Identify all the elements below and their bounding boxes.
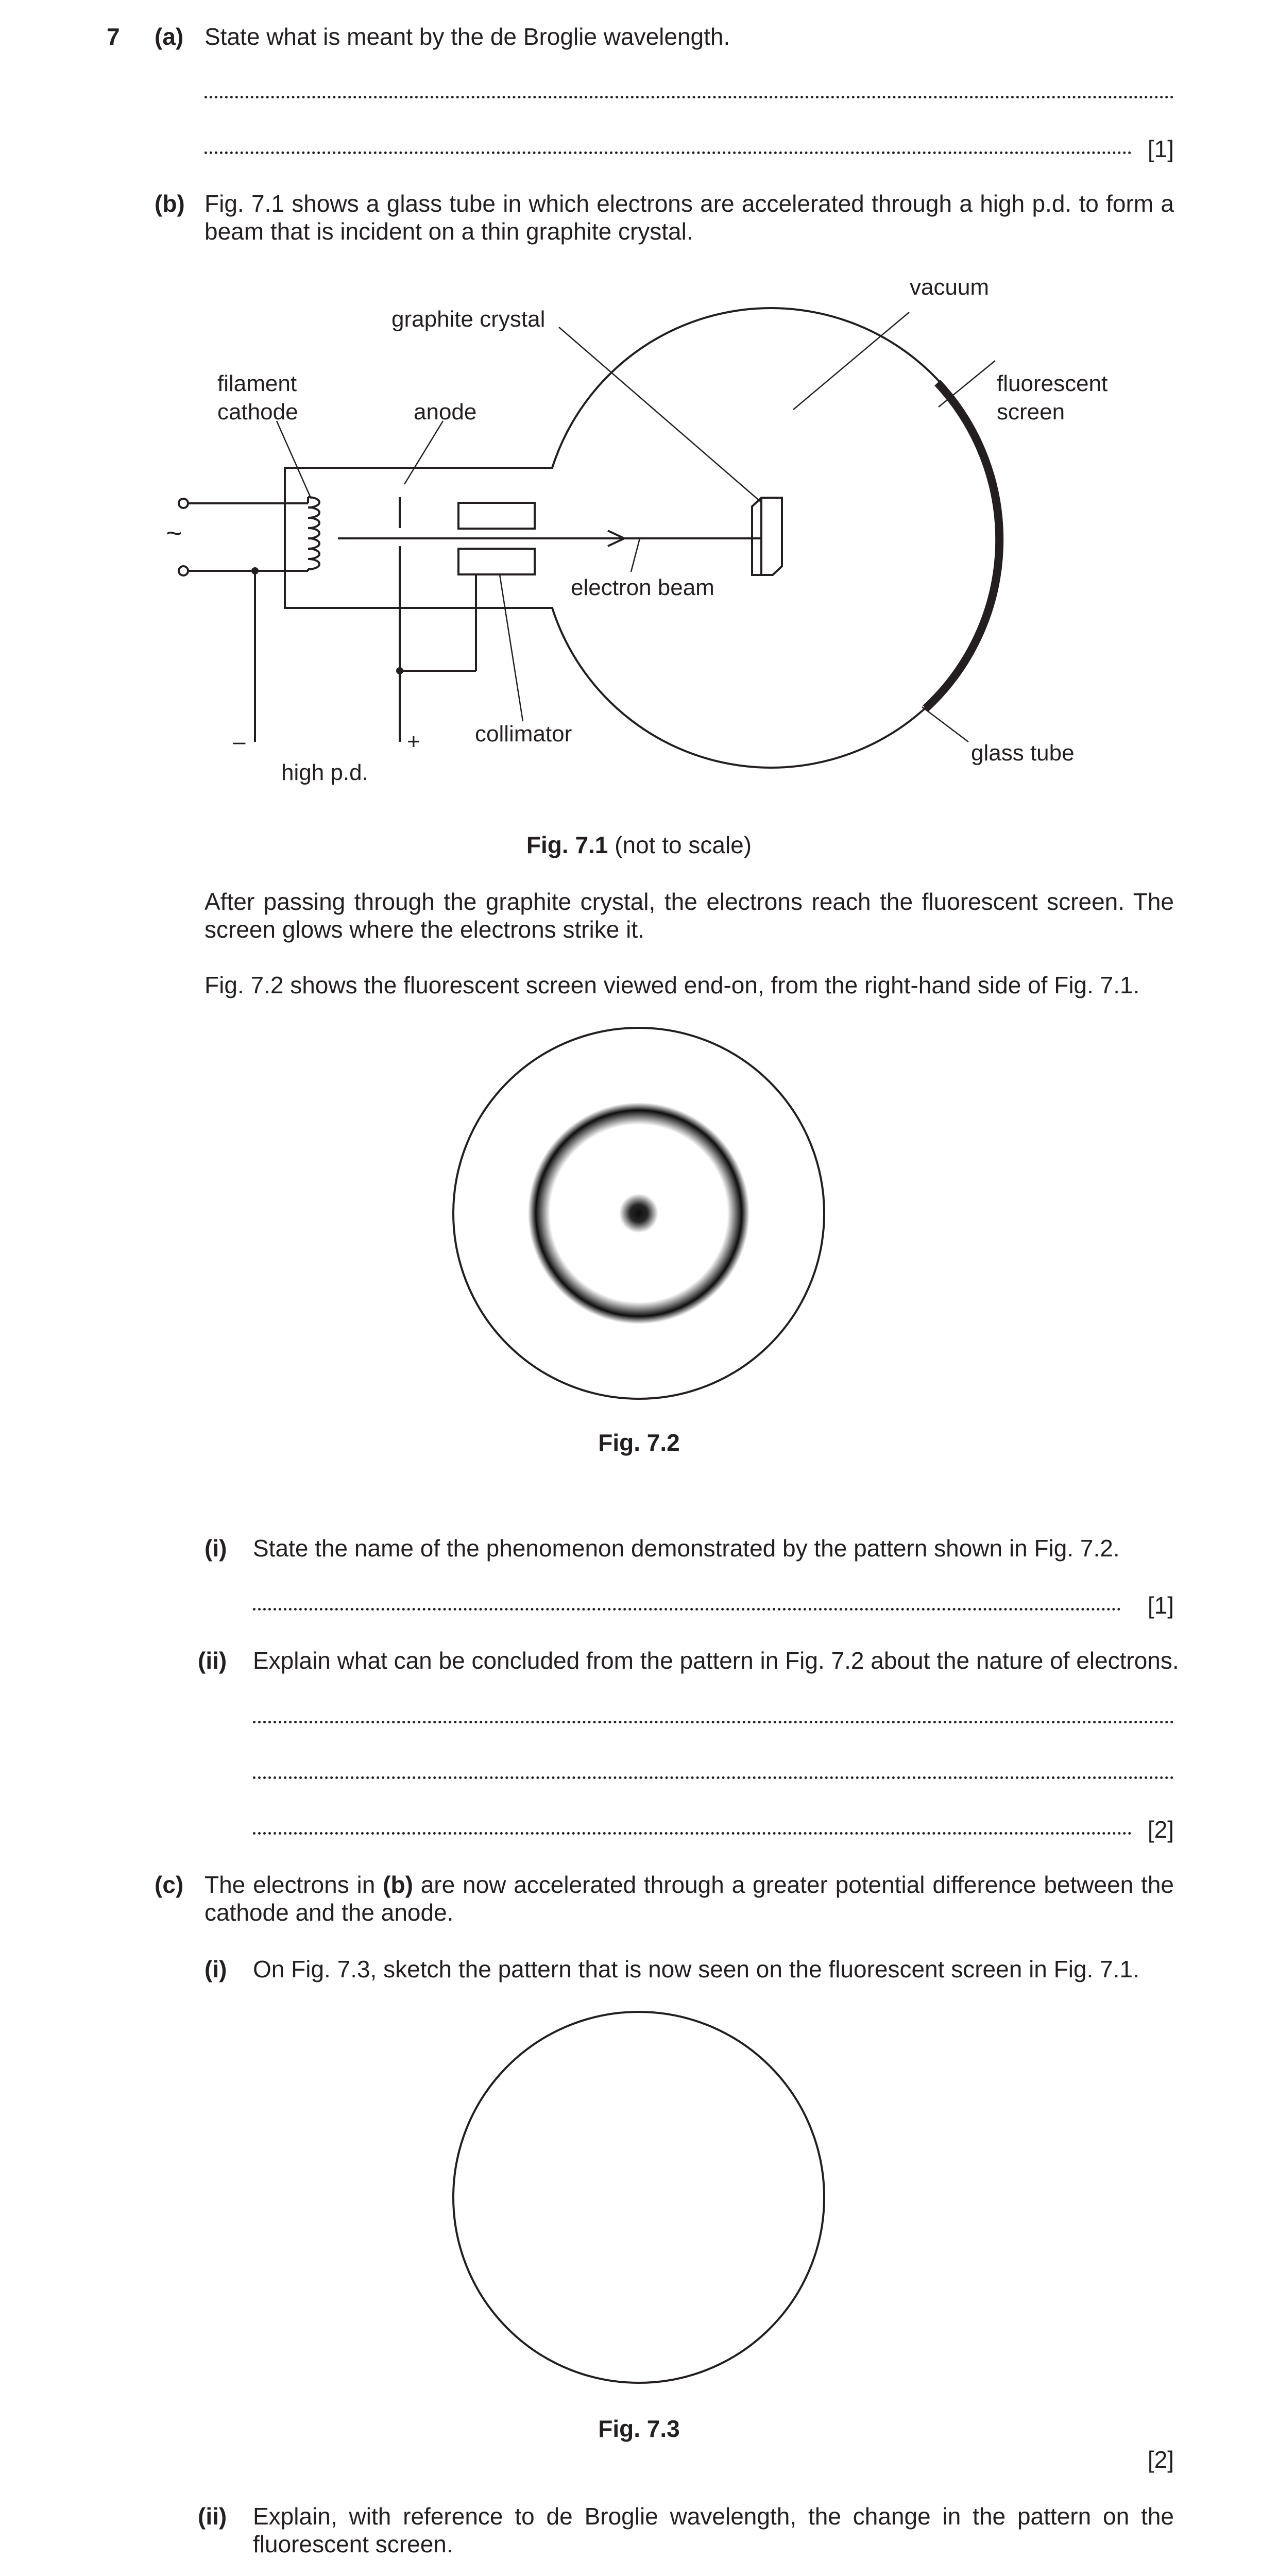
paragraph-after-crystal: After passing through the graphite crystal, the electrons reach the fluorescent screen. The screen glows where the electrons strike it. [205, 888, 1174, 943]
part-c-ii-label: (ii) [198, 2503, 227, 2530]
filament-coil [308, 497, 319, 569]
label-filament: filament [217, 371, 297, 396]
part-c-i-text: On Fig. 7.3, sketch the pattern that is now seen on the fluorescent screen in Fig. 7.1. [253, 1956, 1139, 1982]
central-spot [619, 1194, 658, 1233]
answer-line-b-ii-2[interactable] [253, 1776, 1174, 1779]
part-a-text: State what is meant by the de Broglie wavelength. [205, 23, 730, 50]
part-b-ii-label: (ii) [198, 1647, 227, 1674]
part-c-text: The electrons in (b) are now accelerated through a greater potential difference between the cathode and the anode. [205, 1871, 1174, 1926]
label-minus: – [233, 729, 246, 754]
question-number: 7 [107, 23, 120, 50]
label-glass-tube: glass tube [971, 740, 1075, 766]
label-electron-beam: electron beam [571, 575, 714, 600]
fluorescent-screen [926, 383, 999, 708]
ac-supply-symbol: ~ [166, 518, 182, 549]
fig-7-2-caption: Fig. 7.2 [598, 1429, 680, 1456]
part-b-text: Fig. 7.1 shows a glass tube in which electrons are accelerated through a high p.d. to form a beam that is incident on a thin graphite crystal. [205, 190, 1174, 245]
answer-line-b-ii-1[interactable] [253, 1721, 1174, 1723]
answer-line-b-ii-3[interactable] [253, 1832, 1132, 1835]
part-b-label: (b) [155, 190, 185, 217]
marks-b-ii: [2] [1147, 1816, 1174, 1843]
fig-7-2-diagram [448, 1023, 829, 1404]
fig-7-3-caption: Fig. 7.3 [598, 2415, 680, 2442]
marks-a: [1] [1147, 135, 1174, 162]
part-b-i-text: State the name of the phenomenon demonstrated by the pattern shown in Fig. 7.2. [253, 1535, 1120, 1562]
paragraph-fig-7-2-intro: Fig. 7.2 shows the fluorescent screen viewed end-on, from the right-hand side of Fig. 7.1. [205, 972, 1140, 998]
fig-7-3-sketch-area[interactable] [448, 2007, 829, 2388]
part-a-label: (a) [155, 23, 184, 50]
part-b-ii-text: Explain what can be concluded from the pattern in Fig. 7.2 about the nature of electrons. [253, 1647, 1179, 1674]
label-high-pd: high p.d. [281, 760, 368, 785]
label-fluorescent: fluorescent [997, 371, 1108, 396]
marks-c-i: [2] [1147, 2446, 1174, 2473]
label-cathode: cathode [217, 399, 298, 425]
part-c-i-label: (i) [205, 1956, 227, 1982]
part-c-label: (c) [155, 1871, 184, 1898]
part-c-ii-text: Explain, with reference to de Broglie wavelength, the change in the pattern on the fluorescent screen. [253, 2503, 1174, 2557]
label-plus: + [407, 729, 420, 754]
part-b-i-label: (i) [205, 1535, 227, 1562]
marks-b-i: [1] [1147, 1592, 1174, 1619]
fig-7-1-diagram [0, 0, 1278, 824]
label-anode: anode [414, 399, 477, 425]
label-vacuum: vacuum [910, 275, 990, 300]
fig-7-1-caption: Fig. 7.1 (not to scale) [526, 832, 752, 858]
label-screen: screen [997, 399, 1065, 425]
answer-line-b-i[interactable] [253, 1608, 1121, 1611]
label-graphite-crystal: graphite crystal [391, 307, 546, 332]
label-collimator: collimator [475, 721, 572, 747]
